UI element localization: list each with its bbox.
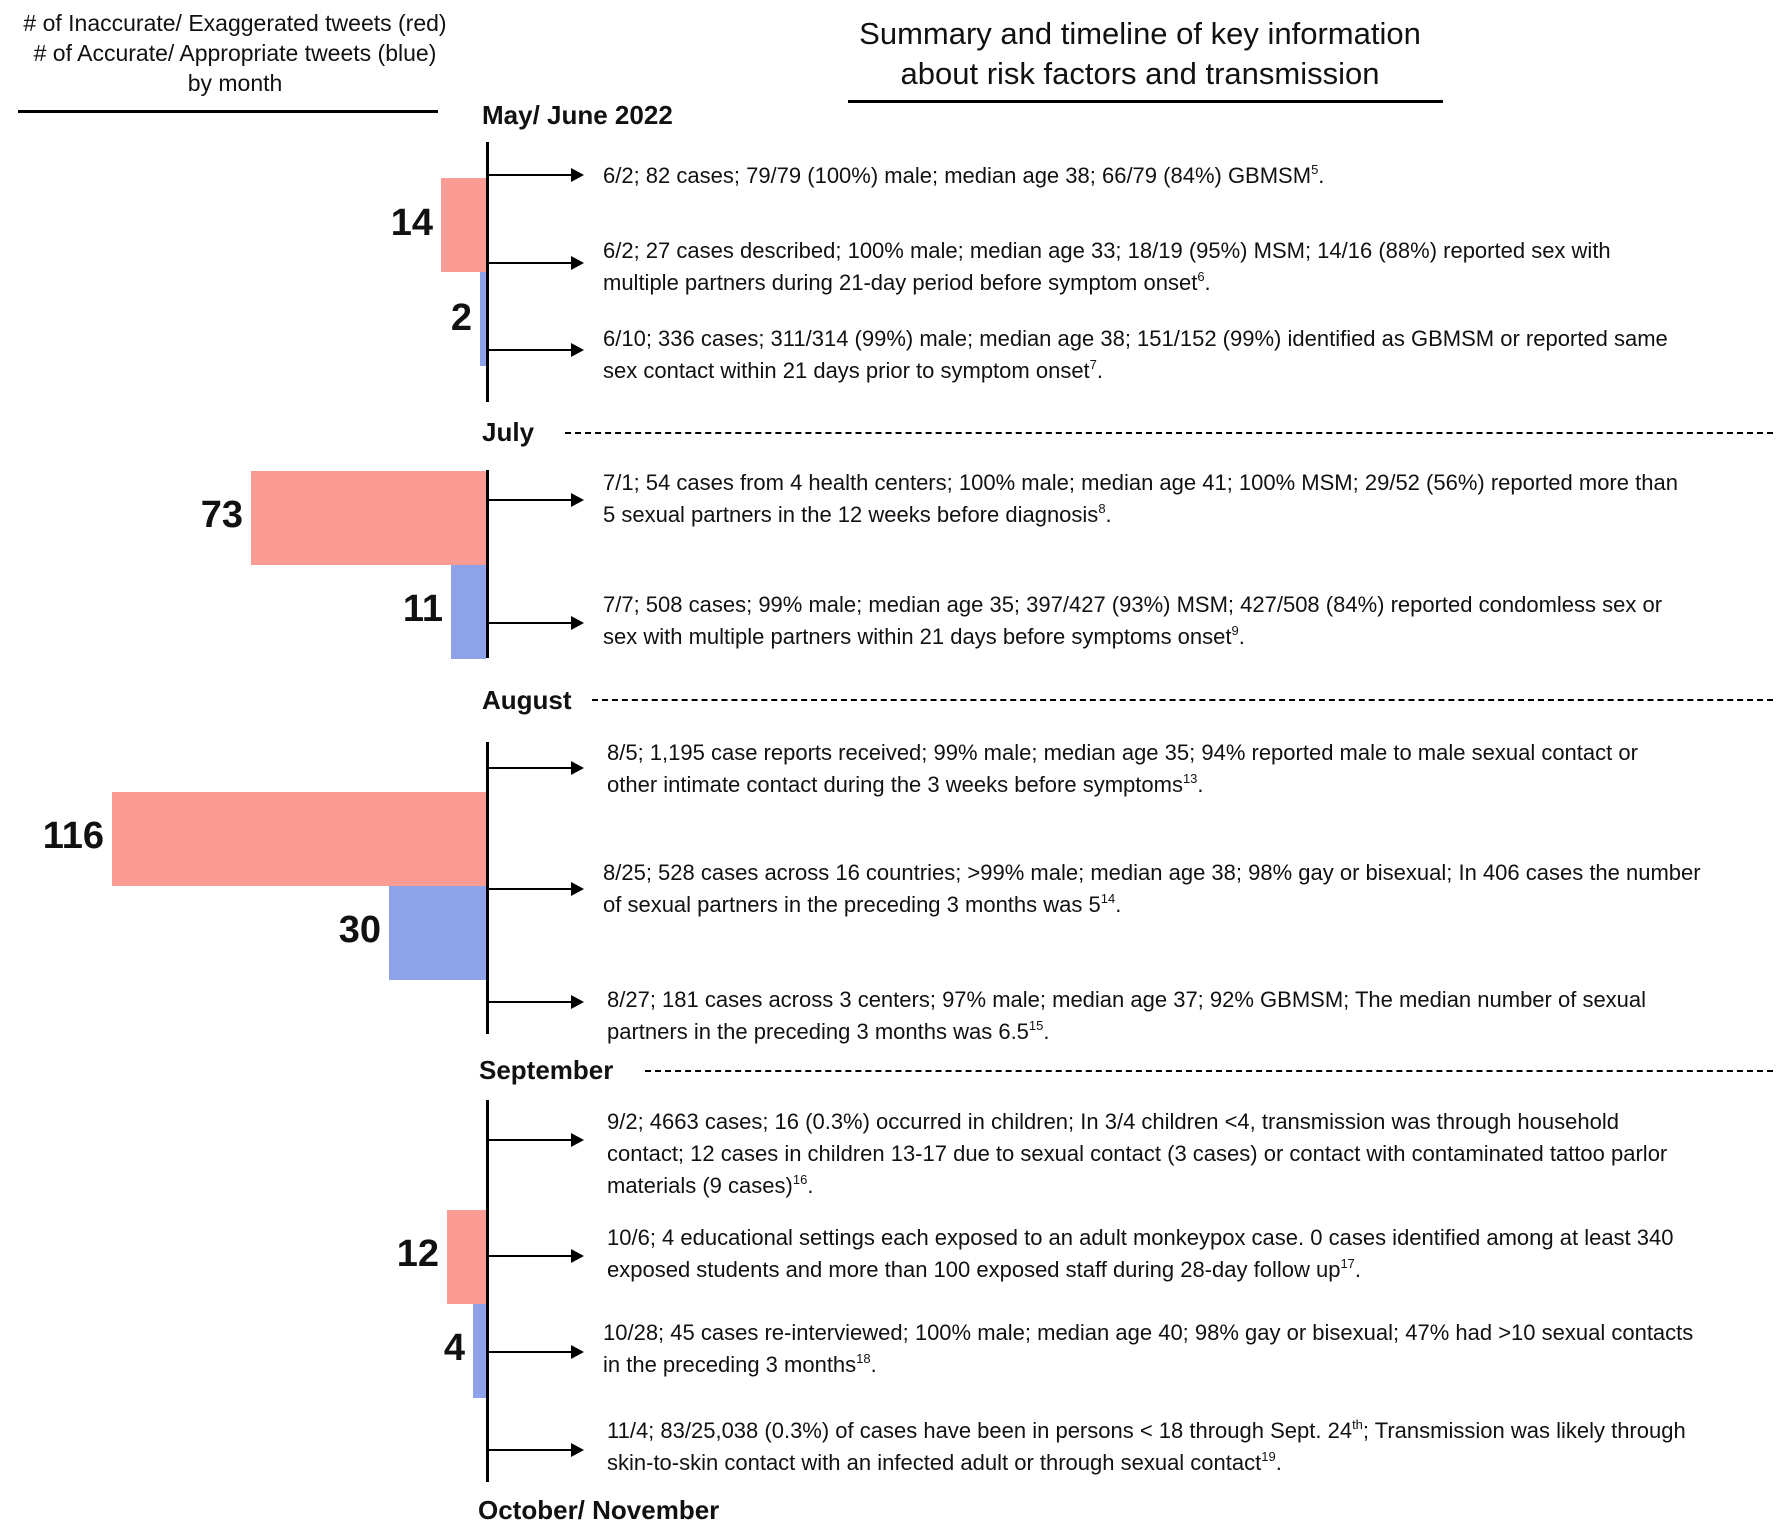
timeline-arrow	[488, 1449, 582, 1451]
timeline-arrow	[488, 1001, 582, 1003]
event-9: 10/6; 4 educational settings each exposed to an adult monkeypox case. 0 cases identified among at least 340 exposed students and more than 100 exposed staff during 28-day follow $up^{17}$.	[607, 1225, 1674, 1282]
bar-accurate-may-june	[480, 272, 486, 366]
bar-inaccurate-may-june	[441, 178, 486, 272]
value-label-inaccurate-may-june: 14	[390, 202, 433, 244]
bar-accurate-july	[451, 565, 486, 659]
event-6: 8/25; 528 cases across 16 countries; >99% male; median age 38; 98% gay or bisexual; In 406 cases the number of sexual partners in the preceding 3 months was $5^{14}$.	[603, 860, 1701, 917]
value-label-accurate-may-june: 2	[450, 297, 472, 339]
bar-inaccurate-september	[447, 1210, 486, 1304]
separator-july	[565, 432, 1773, 434]
month-label-october-november: October/ November	[478, 1495, 720, 1525]
timeline-arrow	[488, 622, 582, 624]
event-1: 6/2; 27 cases described; 100% male; median age 33; 18/19 (95%) MSM; 14/16 (88%) reported sex with multiple partners during 21-day period before symptom onset$^6$.	[603, 238, 1611, 295]
value-label-inaccurate-september: 12	[396, 1233, 439, 1275]
value-label-inaccurate-july: 73	[200, 494, 243, 536]
separator-august	[592, 699, 1773, 701]
right-header-line1: Summary and timeline of key information	[859, 16, 1421, 51]
month-label-july: July	[482, 417, 535, 447]
value-label-accurate-september: 4	[443, 1327, 465, 1369]
left-header-line1: # of Inaccurate/ Exaggerated tweets (red)	[23, 10, 447, 36]
left-header-line2: # of Accurate/ Appropriate tweets (blue)	[33, 40, 437, 66]
timeline-arrow	[488, 1351, 582, 1353]
timeline-arrow	[488, 1139, 582, 1141]
event-3: 7/1; 54 cases from 4 health centers; 100% male; median age 41; 100% MSM; 29/52 (56%) reported more than 5 sexual partners in the 12 weeks before diagnosis$^8$.	[603, 470, 1678, 527]
event-11: 11/4; 83/25,038 (0.3%) of cases have been in persons < 18 through Sept. 24th; Transmission was likely through skin-to-skin contact with an infected adult or through sexual contact$^{19}$.	[607, 1417, 1686, 1475]
value-label-inaccurate-august: 116	[42, 815, 104, 857]
bar-inaccurate-august	[112, 792, 486, 886]
event-0: 6/2; 82 cases; 79/79 (100%) male; median age 38; 66/79 (84%) GBMSM$^5$.	[603, 162, 1325, 188]
timeline-arrow	[488, 888, 582, 890]
timeline-arrow	[488, 262, 582, 264]
timeline-arrow	[488, 174, 582, 176]
left-header	[0, 8, 470, 98]
timeline-arrow	[488, 499, 582, 501]
bar-accurate-september	[473, 1304, 486, 1398]
event-8: 9/2; 4663 cases; 16 (0.3%) occurred in children; In 3/4 children <4, transmission was through household contact; 12 cases in children 13-17 due to sexual contact (3 cases) or contact with contaminated tattoo parlor materials (9 cases)$^{16}$.	[607, 1109, 1668, 1198]
bar-inaccurate-july	[251, 471, 486, 565]
right-header-rule	[848, 100, 1443, 103]
event-7: 8/27; 181 cases across 3 centers; 97% male; median age 37; 92% GBMSM; The median number of sexual partners in the preceding 3 months was $6.5^{15}$.	[607, 987, 1647, 1044]
right-header	[840, 14, 1440, 94]
left-header-rule	[18, 110, 438, 113]
timeline-line-may-june	[486, 142, 489, 402]
month-label-may-june: May/ June 2022	[482, 100, 673, 130]
month-label-september: September	[479, 1055, 614, 1085]
left-header-line3: by month	[187, 70, 283, 96]
event-2: 6/10; 336 cases; 311/314 (99%) male; median age 38; 151/152 (99%) identified as GBMSM or reported same sex contact within 21 days prior to symptom onset$^7$.	[603, 326, 1668, 383]
event-5: 8/5; 1,195 case reports received; 99% male; median age 35; 94% reported male to male sexual contact or other intimate contact during the 3 weeks before symptoms$^{13}$.	[607, 740, 1638, 797]
event-10: 10/28; 45 cases re-interviewed; 100% male; median age 40; 98% gay or bisexual; 47% had >10 sexual contacts in the preceding 3 months$^{18}$.	[603, 1320, 1694, 1377]
timeline-arrow	[488, 767, 582, 769]
timeline-arrow	[488, 1255, 582, 1257]
value-label-accurate-august: 30	[338, 909, 381, 951]
value-label-accurate-july: 11	[402, 588, 443, 630]
event-4: 7/7; 508 cases; 99% male; median age 35; 397/427 (93%) MSM; 427/508 (84%) reported condomless sex or sex with multiple partners within 21 days before symptoms onset$^9$.	[603, 592, 1663, 649]
right-header-line2: about risk factors and transmission	[900, 56, 1380, 91]
bar-accurate-august	[389, 886, 486, 980]
month-label-august: August	[482, 685, 572, 715]
separator-september	[645, 1070, 1773, 1072]
timeline-arrow	[488, 349, 582, 351]
timeline-line-september	[486, 1100, 489, 1482]
